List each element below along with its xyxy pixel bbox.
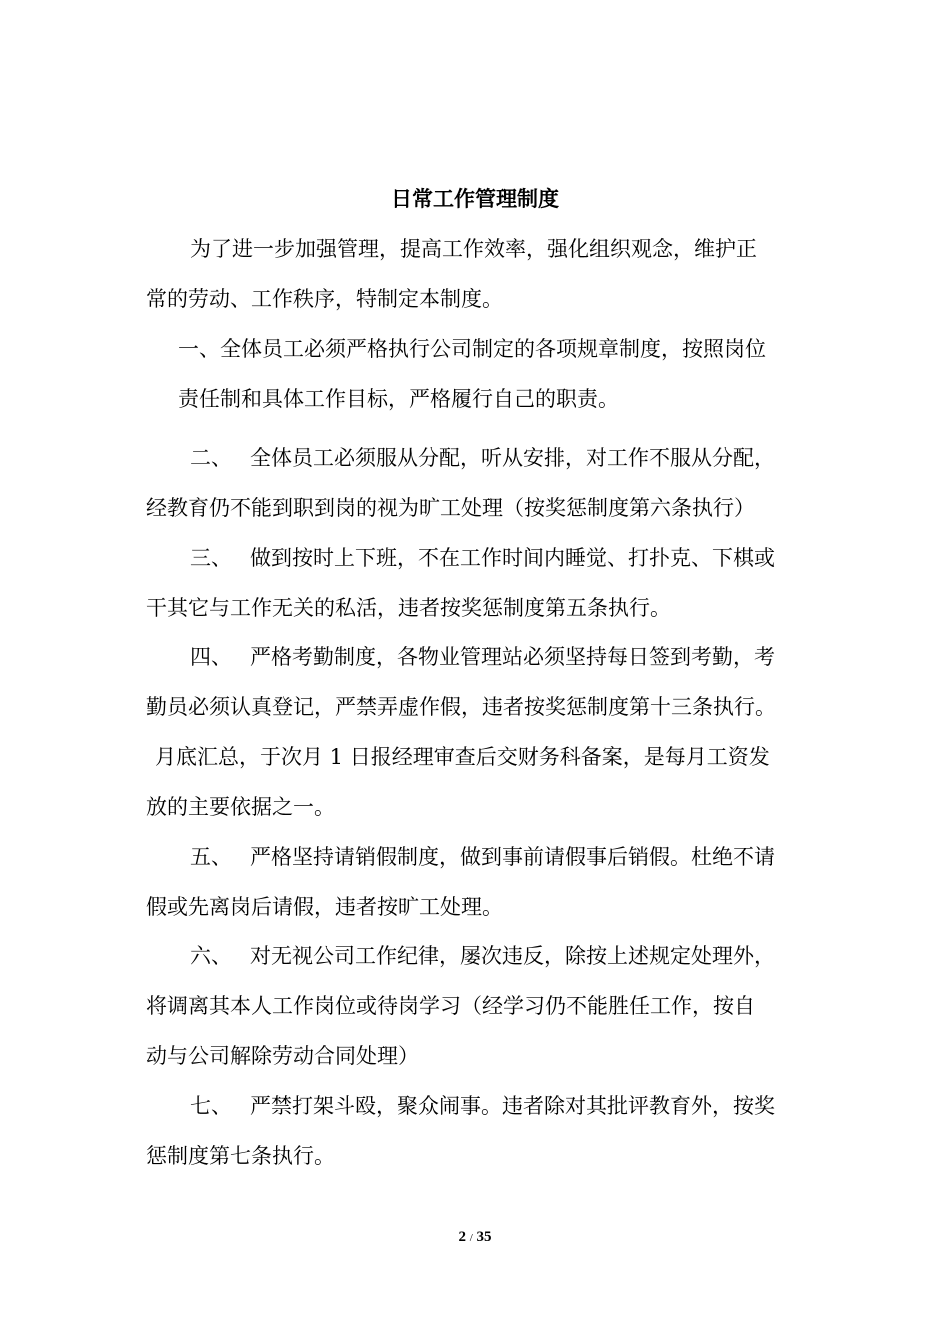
clause-number: 三、 <box>190 546 232 570</box>
clause-5-line: 假或先离岗后请假，违者按旷工处理。 <box>146 895 503 919</box>
clause-6-line <box>190 941 775 971</box>
intro-line: 常的劳动、工作秩序，特制定本制度。 <box>146 287 503 311</box>
page-separator: / <box>469 1232 473 1244</box>
clause-1-line <box>178 334 766 364</box>
current-page: 2 <box>458 1229 466 1245</box>
clause-1-line: 责任制和具体工作目标，严格履行自己的职责。 <box>178 387 619 411</box>
clause-2-line <box>190 443 775 473</box>
clause-4-line: 月底汇总，于次月 1 日报经理审查后交财务科备案，是每月工资发 <box>155 745 770 769</box>
clause-number: 二、 <box>190 446 232 470</box>
clause-4-line <box>190 642 775 672</box>
clause-number: 五、 <box>190 845 232 869</box>
clause-5-line <box>190 842 775 872</box>
clause-6-line: 将调离其本人工作岗位或待岗学习（经学习仍不能胜任工作，按自 <box>146 994 755 1018</box>
clause-2-line: 经教育仍不能到职到岗的视为旷工处理（按奖惩制度第六条执行） <box>146 496 755 520</box>
clause-3-line <box>190 543 775 573</box>
clause-number: 七、 <box>190 1094 232 1118</box>
clause-text: 全体员工必须严格执行公司制定的各项规章制度，按照岗位 <box>220 337 766 361</box>
clause-text: 严格坚持请销假制度，做到事前请假事后销假。杜绝不请 <box>250 845 775 869</box>
clause-3-line: 干其它与工作无关的私活，违者按奖惩制度第五条执行。 <box>146 596 671 620</box>
page-title: 日常工作管理制度 <box>391 187 559 211</box>
page-number <box>0 1226 950 1249</box>
clause-text: 对无视公司工作纪律，屡次违反，除按上述规定处理外， <box>250 944 775 968</box>
clause-text: 全体员工必须服从分配，听从安排，对工作不服从分配， <box>250 446 775 470</box>
clause-7-line <box>190 1091 775 1121</box>
clause-6-line: 动与公司解除劳动合同处理） <box>146 1044 419 1068</box>
clause-number: 一、 <box>178 337 220 361</box>
clause-text: 严格考勤制度，各物业管理站必须坚持每日签到考勤，考 <box>250 645 775 669</box>
intro-line: 为了进一步加强管理，提高工作效率，强化组织观念，维护正 <box>190 237 757 261</box>
clause-text: 做到按时上下班，不在工作时间内睡觉、打扑克、下棋或 <box>250 546 775 570</box>
clause-4-line: 勤员必须认真登记，严禁弄虚作假，违者按奖惩制度第十三条执行。 <box>146 695 776 719</box>
clause-number: 六、 <box>190 944 232 968</box>
clause-text: 严禁打架斗殴，聚众闹事。违者除对其批评教育外，按奖 <box>250 1094 775 1118</box>
total-pages: 35 <box>476 1229 492 1245</box>
clause-7-line: 惩制度第七条执行。 <box>146 1144 335 1168</box>
clause-number: 四、 <box>190 645 232 669</box>
clause-4-line: 放的主要依据之一。 <box>146 795 335 819</box>
